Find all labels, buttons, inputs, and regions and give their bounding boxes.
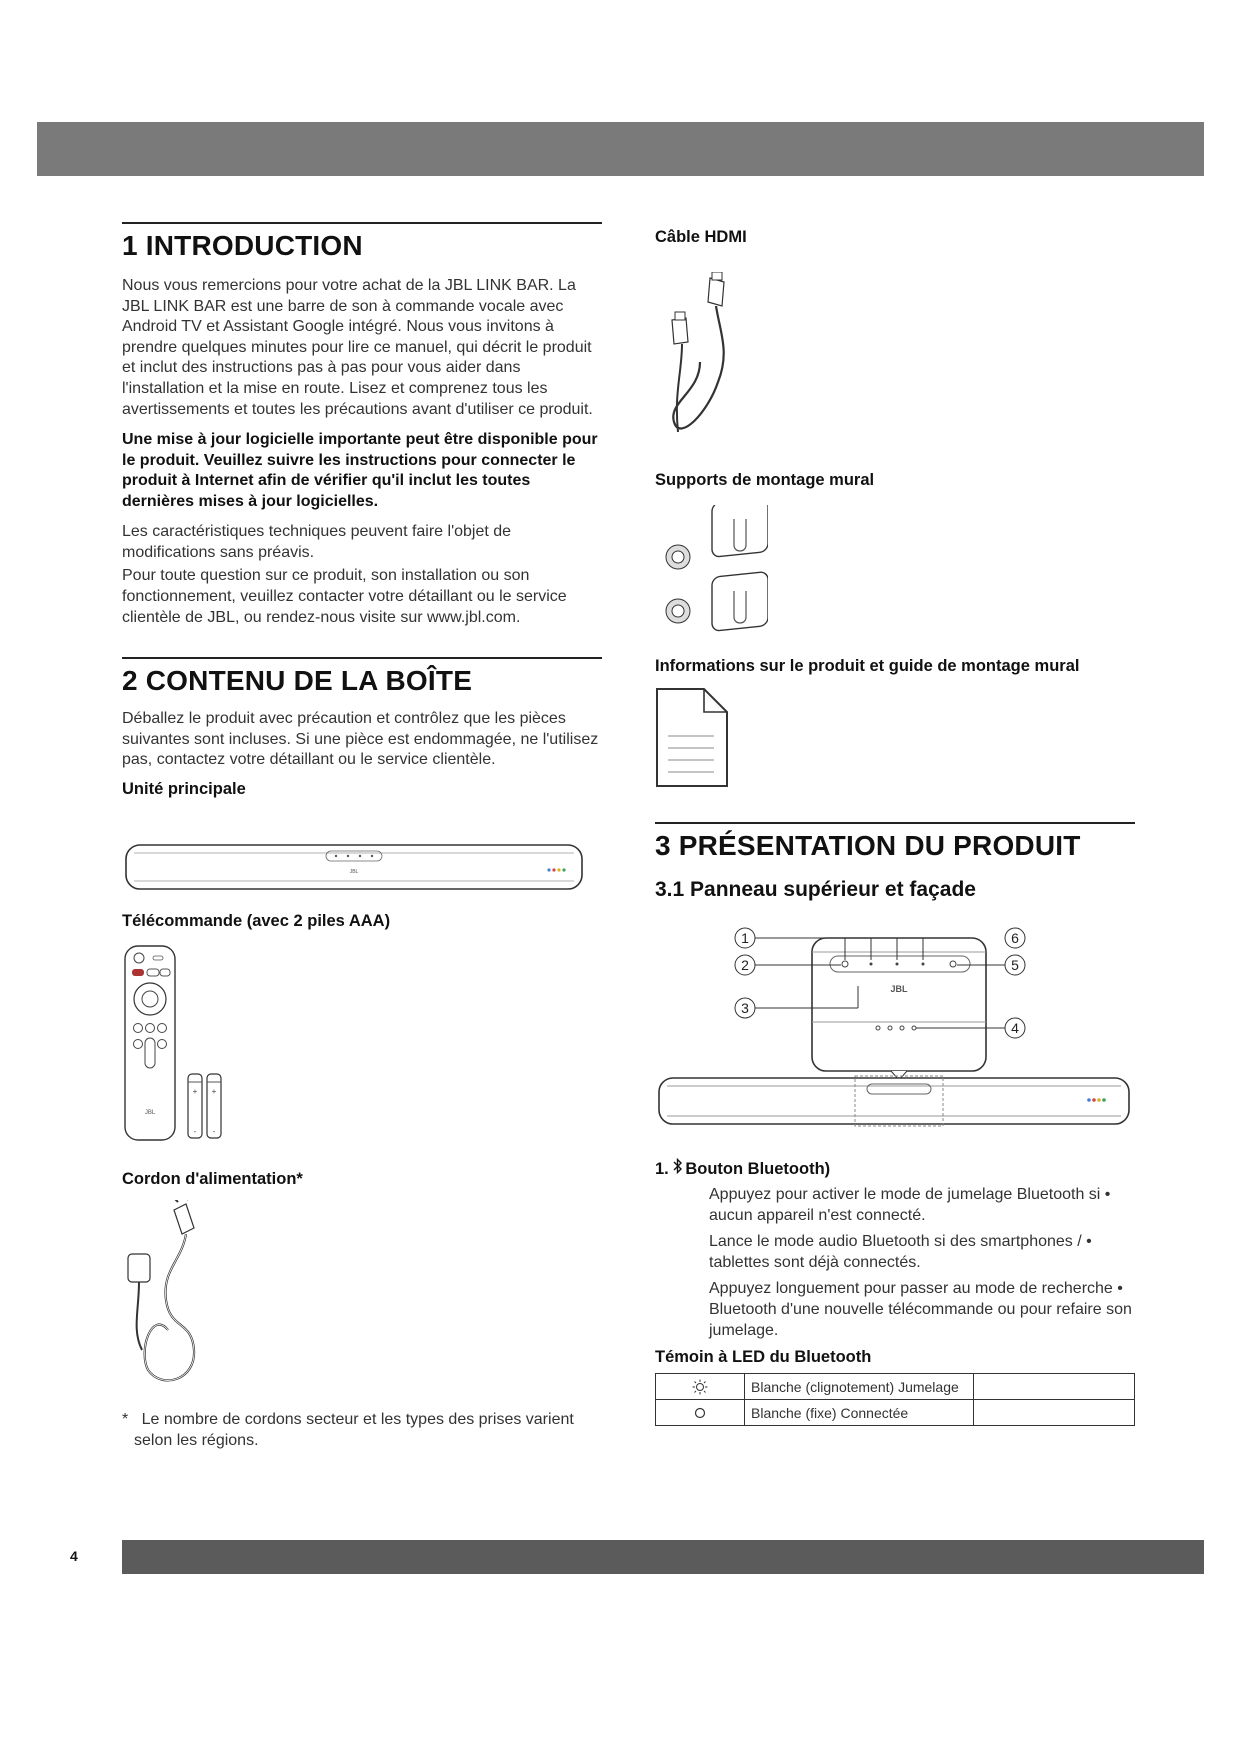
soundbar-logo: JBL xyxy=(349,869,359,875)
footnote xyxy=(122,1410,602,1451)
diagram-logo: JBL xyxy=(890,984,908,994)
callout-1: 1 xyxy=(741,930,749,946)
header-band xyxy=(37,122,1204,176)
product-overview-heading: 3 PRÉSENTATION DU PRODUIT xyxy=(655,822,1135,862)
top-panel-diagram xyxy=(655,922,1135,1132)
bullet-1: Appuyez pour activer le mode de jumelage Bluetooth si • aucun appareil n'est connecté. xyxy=(709,1186,1111,1224)
led-row-2-text: Blanche (fixe) Connectée xyxy=(745,1400,974,1426)
led-row-2-empty xyxy=(974,1400,1135,1426)
callout-6: 6 xyxy=(1011,930,1019,946)
svg-text:+: + xyxy=(192,1087,198,1096)
power-cord-illustration xyxy=(122,1200,232,1400)
footnote-mark: * xyxy=(122,1411,129,1428)
bullet-3: Appuyez longuement pour passer au mode de recherche • Bluetooth d'une nouvelle télécommande ou pour refaire son jumelage. xyxy=(709,1280,1132,1339)
table-row xyxy=(656,1374,1135,1400)
main-unit-label: Unité principale xyxy=(122,779,246,798)
top-panel-subheading: 3.1 Panneau supérieur et façade xyxy=(655,878,976,901)
led-table xyxy=(655,1373,1135,1426)
blinking-light-icon xyxy=(656,1374,745,1400)
remote-label: Télécommande (avec 2 piles AAA) xyxy=(122,912,391,930)
callout-2: 2 xyxy=(741,957,749,973)
intro-paragraph: Nous vous remercions pour votre achat de la JBL LINK BAR. La JBL LINK BAR est une barre de son à commande vocale avec Android TV et Assistant Google intégré. Nous vous invitons à prendre quelques minutes pour lire ce manuel, qui décrit le produit et inclut des instructions pas à pas pour vous aider dans l'installation et la mise en route. Lisez et comprenez tous les avertissements et toutes les précautions avant d'utiliser ce produit. xyxy=(122,277,593,418)
specs-notice: Les caractéristiques techniques peuvent faire l'objet de modifications sans préavis. xyxy=(122,523,512,561)
table-row xyxy=(656,1400,1135,1426)
callout-5: 5 xyxy=(1011,957,1019,973)
item-1-heading xyxy=(655,1158,830,1179)
svg-text:-: - xyxy=(212,1127,216,1136)
svg-text:-: - xyxy=(193,1127,197,1136)
callout-3: 3 xyxy=(741,1000,749,1016)
soundbar-illustration xyxy=(124,843,584,893)
update-notice: Une mise à jour logicielle importante peut être disponible pour le produit. Veuillez suivre les instructions pour connecter le produit à Internet afin de vérifier qu'il inclut les toutes dernières mises à jour logicielles. xyxy=(122,431,598,510)
page-number: 4 xyxy=(70,1548,78,1564)
wall-mount-illustration xyxy=(658,505,768,635)
item-1-label: Bouton Bluetooth) xyxy=(685,1160,831,1178)
led-row-1-text: Blanche (clignotement) Jumelage xyxy=(745,1374,974,1400)
remote-illustration xyxy=(122,944,232,1144)
product-section xyxy=(655,822,1135,902)
bluetooth-icon xyxy=(673,1158,685,1174)
box-paragraph: Déballez le produit avec précaution et contrôlez que les pièces suivantes sont incluses. Si une pièce est endommagée, ne l'utilisez pas, contactez votre détaillant ou le service clientèle. xyxy=(122,710,599,769)
introduction-heading: 1 INTRODUCTION xyxy=(122,222,602,262)
hdmi-label: Câble HDMI xyxy=(655,228,747,246)
svg-text:JBL: JBL xyxy=(144,1110,156,1116)
steady-light-icon xyxy=(656,1400,745,1426)
wall-mount-label: Supports de montage mural xyxy=(655,471,875,489)
footnote-text: Le nombre de cordons secteur et les types des prises varient selon les régions. xyxy=(134,1411,574,1449)
power-cord-label: Cordon d'alimentation* xyxy=(122,1170,303,1188)
led-title: Témoin à LED du Bluetooth xyxy=(655,1348,872,1366)
bullet-2: Lance le mode audio Bluetooth si des smartphones / • tablettes sont déjà connectés. xyxy=(709,1233,1092,1271)
item-1-number: 1. xyxy=(655,1160,669,1178)
led-row-1-empty xyxy=(974,1374,1135,1400)
callout-4: 4 xyxy=(1011,1020,1019,1036)
box-contents-heading: 2 CONTENU DE LA BOÎTE xyxy=(122,657,602,697)
info-guide-label: Informations sur le produit et guide de montage mural xyxy=(655,657,1080,675)
bluetooth-bullets xyxy=(709,1185,1141,1341)
left-column xyxy=(122,222,602,799)
hdmi-cable-illustration xyxy=(660,272,750,447)
footer-band xyxy=(122,1540,1204,1574)
svg-text:+: + xyxy=(211,1087,217,1096)
support-paragraph: Pour toute question sur ce produit, son installation ou son fonctionnement, veuillez contacter votre détaillant ou le service clientèle de JBL, ou rendez-nous visite sur www.jbl.com. xyxy=(122,567,567,626)
document-icon xyxy=(654,686,730,790)
